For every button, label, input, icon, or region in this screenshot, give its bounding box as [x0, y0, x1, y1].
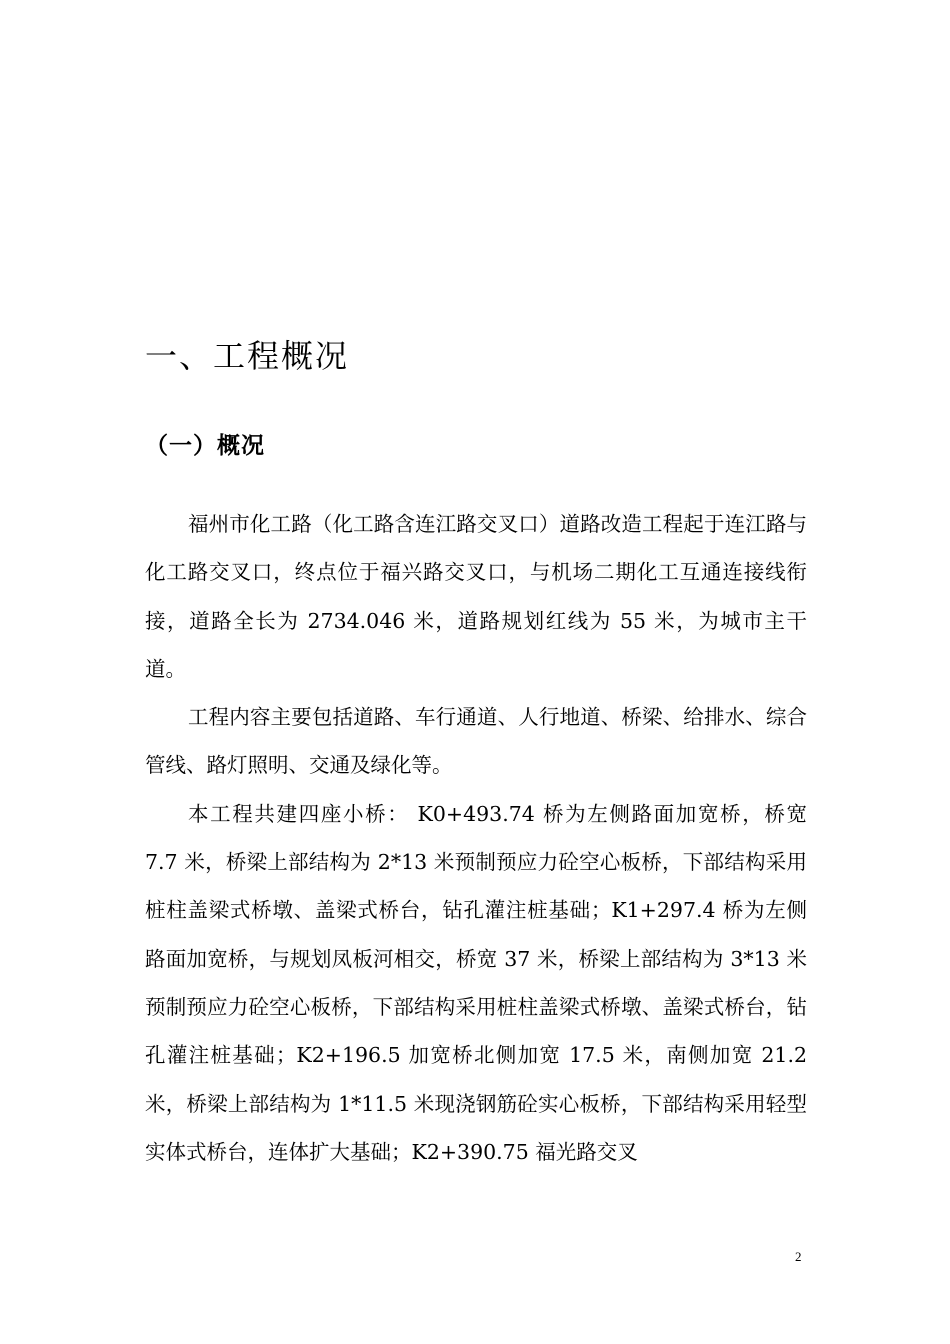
body-text [145, 500, 807, 1176]
paragraph-overview: 福州市化工路（化工路含连江路交叉口）道路改造工程起于连江路与化工路交叉口，终点位于福兴路交叉口，与机场二期化工互通连接线衔接，道路全长为 2734.046 米，道路规划红线为 55 米，为城市主干道。 [145, 512, 807, 681]
page-number: 2 [795, 1249, 802, 1264]
subsection-heading: （一）概况 [145, 433, 265, 459]
section-heading: 一、工程概况 [145, 337, 350, 375]
paragraph-scope: 工程内容主要包括道路、车行通道、人行地道、桥梁、给排水、综合管线、路灯照明、交通及绿化等。 [145, 705, 807, 778]
paragraph-bridges: 本工程共建四座小桥： K0+493.74 桥为左侧路面加宽桥，桥宽 7.7 米，桥梁上部结构为 2*13 米预制预应力砼空心板桥，下部结构采用桩柱盖梁式桥墩、盖梁式桥台，钻孔灌注桩基础；K1+297.4 桥为左侧路面加宽桥，与规划凤板河相交，桥宽 37 米，桥梁上部结构为 3*13 米预制预应力砼空心板桥，下部结构采用桩柱盖梁式桥墩、盖梁式桥台，钻孔灌注桩基础；K2+196.5 加宽桥北侧加宽 17.5 米，南侧加宽 21.2 米，桥梁上部结构为 1*11.5 米现浇钢筋砼实心板桥，下部结构采用轻型实体式桥台，连体扩大基础；K2+390.75 福光路交叉 [145, 801, 807, 1164]
